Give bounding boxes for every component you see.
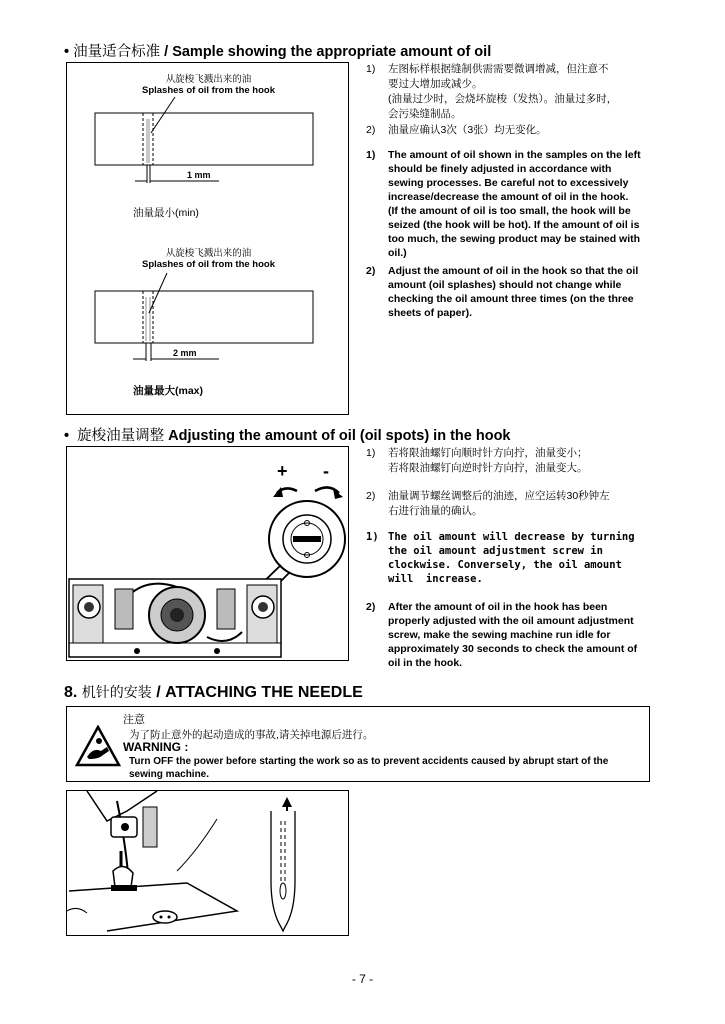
warning-box xyxy=(66,706,650,782)
caution-zh: 注意 xyxy=(123,714,145,726)
oil-adjust-en-item-2: 2) After the amount of oil in the hook has been properly adjusted with the oil amount adjustment screw, make the sewing machine run idle for approximately 30 seconds to check the amount of oil in the hook. xyxy=(366,601,638,669)
oil-sample-en-item-1: 1) The amount of oil shown in the samples on the left should be finely adjusted in accordance with sewing processes. Be careful not to excessively increase/decrease the amount of oil in the hook. (If the amount of oil is too small, the hook will be seized (the hook will be hot). If the amount of oil is too much, the sewing product may be stained with oil.) xyxy=(366,149,641,259)
splash-label-en-2: Splashes of oil from the hook xyxy=(141,259,275,270)
warning-label: WARNING : xyxy=(123,740,189,754)
oil-sample-en-item-2: 2) Adjust the amount of oil in the hook so that the oil amount (oil splashes) should not change while checking the oil amount three times (on the three sheets of paper). xyxy=(366,265,639,319)
page-number: - 7 - xyxy=(351,972,374,986)
oil-adjust-en-item-1: 1) The oil amount will decrease by turning the oil amount adjustment screw in clockwise. Conversely, the oil amount will increase. xyxy=(366,531,635,585)
needle-attachment-illustration xyxy=(67,791,347,934)
hand-caution-icon xyxy=(75,725,121,767)
title-en: / Sample showing the appropriate amount of oil xyxy=(164,44,492,60)
title-zh: 旋梭油量调整 xyxy=(77,428,165,444)
title-zh: 机针的安装 xyxy=(81,684,152,700)
oil-adjust-figure xyxy=(66,446,349,661)
title-zh: 油量适合标准 xyxy=(73,44,161,60)
oil-sample-diagram xyxy=(67,63,347,413)
section-number: 8. xyxy=(64,684,78,701)
title-en: / ATTACHING THE NEEDLE xyxy=(156,684,363,701)
section-oil-sample-title xyxy=(64,40,491,61)
max-oil-label: 油量最大(max) xyxy=(133,385,204,397)
dimension-2mm: 2 mm xyxy=(173,348,197,358)
plus-sign: + xyxy=(277,461,288,481)
oil-adjust-zh-item-1: 1) 若将限油螺钉向顺时针方向拧，油量变小； 若将限油螺钉向逆时针方向拧，油量变大。 xyxy=(366,447,588,474)
oil-sample-zh-item-1: 1) 左图标样根据缝制供需需要微调增减，但注意不 要过大增加或减少。 (油量过少时，会烧坏旋梭（发热）。油量过多时， 会污染缝制品。 xyxy=(366,63,618,120)
warning-text: Turn OFF the power before starting the work so as to prevent accidents caused by abrupt start of the sewing machine. xyxy=(129,756,609,780)
oil-sample-zh-item-2: 2) 油量应确认3次（3张）均无变化。 xyxy=(366,124,547,136)
section-needle-title xyxy=(64,682,363,702)
oil-adjust-zh-item-2: 2) 油量调节螺丝调整后的油迹，应空运转30秒钟左 右进行油量的确认。 xyxy=(366,490,610,517)
hook-oil-screw-illustration xyxy=(67,447,347,659)
section-oil-adjust-title xyxy=(64,424,511,445)
oil-sample-figure xyxy=(66,62,349,415)
min-oil-label: 油量最小(min) xyxy=(133,207,199,219)
bullet: • xyxy=(64,428,70,444)
bullet: • xyxy=(64,44,70,60)
splash-label-zh-2: 从旋梭飞溅出来的油 xyxy=(165,248,252,259)
needle-figure xyxy=(66,790,349,936)
splash-label-en-1: Splashes of oil from the hook xyxy=(141,85,275,96)
minus-sign: - xyxy=(323,461,329,481)
caution-text-zh: 为了防止意外的起动造成的事故,请关掉电源后进行。 xyxy=(129,729,374,741)
title-en: Adjusting the amount of oil (oil spots) in the hook xyxy=(168,428,511,444)
splash-label-zh-1: 从旋梭飞溅出来的油 xyxy=(165,74,252,85)
dimension-1mm: 1 mm xyxy=(187,170,211,180)
